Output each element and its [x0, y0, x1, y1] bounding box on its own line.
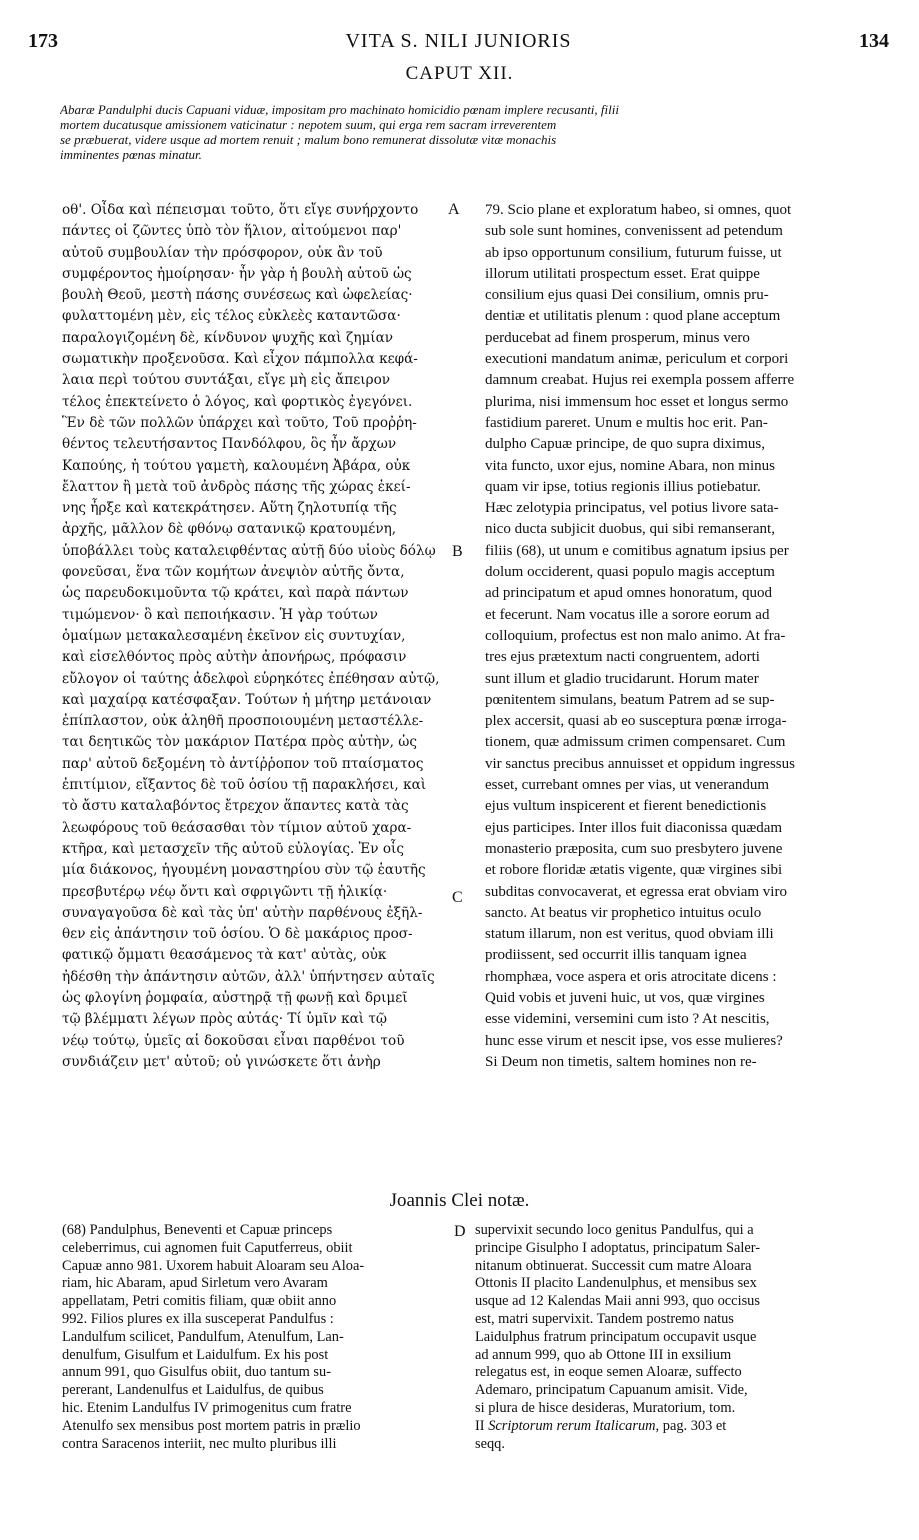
note-line: seqq. [475, 1435, 505, 1452]
greek-text-line: ὡς παρευδοκιμοῦντα τῷ κράτει, καὶ παρὰ πάντων [62, 585, 409, 602]
greek-text-line: θέντος τελευτήσαντος Πανδόλφου, ὃς ἦν ἄρχων [62, 436, 397, 453]
notes-right-column [475, 1222, 885, 1453]
latin-text-line: plurima, nisi immensum hoc esset et longus sermo [485, 393, 789, 410]
latin-text-line: consilium ejus quasi Dei consilium, omnis pru- [485, 287, 769, 304]
greek-text-line: οθ'. Οἶδα καὶ πέπεισμαι τοῦτο, ὅτι εἴγε συνήρχοντο [62, 202, 419, 218]
greek-text-line: πάντες οἱ ζῶντες ὑπὸ τὸν ἥλιον, αἰτούμενοι παρ' [62, 223, 402, 240]
latin-text-line: tionem, quæ admissum crimen compensaret. Cum [485, 734, 786, 751]
greek-text-line: ὑποβάλλει τοὺς καταλειφθέντας αὐτῇ δύο υἱοὺς δόλῳ [62, 542, 436, 559]
notes-left-column [62, 1222, 450, 1453]
greek-text-line: λαια περὶ τούτου συντάξαι, εἴγε μὴ εἰς ἄπειρον [62, 372, 391, 389]
summary-line: mortem ducatusque amissionem vaticinatur : nepotem suum, qui erga rem sacram irreverentem [60, 117, 557, 132]
note-line: (68) Pandulphus, Beneventi et Capuæ princeps [62, 1222, 333, 1238]
note-line: annum 991, quo Gisulfus obiit, duo tantum su- [62, 1364, 332, 1381]
greek-text-line: παρ' αὐτοῦ δεξομένη τὸ ἀντίῤῥοπον τοῦ πταίσματος [62, 755, 424, 772]
latin-text-line: esset, currebant omnes per vias, ut venerandum [485, 777, 770, 794]
latin-text-line: dentiæ et utilitatis plenum : quod plane acceptum [485, 308, 781, 325]
note-line: appellatam, Petri comitis filiam, quæ obiit anno [62, 1293, 337, 1310]
latin-text-line: colloquium, profectus est non malo animo. At fra- [485, 627, 786, 644]
work-title: Scriptorum rerum Italicarum [488, 1417, 656, 1434]
greek-text-line: ἀρχῆς, μᾶλλον δὲ φθόνῳ σατανικῷ κρατουμένη, [62, 521, 397, 538]
latin-text-line: quam vir ipse, totius regionis illius potiebatur. [485, 478, 761, 495]
latin-text-line: ejus participes. Inter illos fuit diaconissa quædam [485, 819, 783, 836]
margin-marker-b: B [452, 543, 463, 560]
page-number-left: 173 [28, 30, 58, 52]
chapter-summary [60, 102, 880, 162]
greek-text-line: καὶ μαχαίρᾳ κατέσφαξαν. Τούτων ἡ μήτηρ μετάνοιαν [62, 691, 432, 708]
latin-text-line: statum illarum, non est veritus, quod obviam illi [485, 926, 774, 943]
greek-text-line: Ἓν δὲ τῶν πολλῶν ὑπάρχει καὶ τοῦτο, Τοῦ προῤῥη- [62, 414, 417, 431]
greek-text-line: ἐπιτίμιον, εἴξαντος δὲ τοῦ ὁσίου τῇ παρακλήσει, καὶ [62, 777, 427, 794]
greek-text-line: ὁμαίμων μετακαλεσαμένη ἐκεῖνον εἰς συντυχίαν, [62, 627, 406, 644]
margin-marker-d: D [454, 1223, 466, 1240]
latin-text-line: rhomphæa, voce aspera et oris atrocitate dicens : [485, 968, 777, 985]
latin-text-line: fastidium pareret. Unum e multis hoc erit. Pan- [485, 414, 768, 431]
note-line: est, matri supervixit. Tandem postremo natus [475, 1310, 734, 1327]
note-line: riam, hic Abaram, apud Sirletum vero Avaram [62, 1275, 328, 1292]
latin-text-line: filiis (68), ut unum e comitibus agnatum ipsius per [485, 542, 789, 559]
latin-text-line: prodiissent, sed occurrit illis tanquam ignea [485, 947, 747, 964]
latin-text-line: pœnitentem simulans, beatum Patrem ad se sup- [485, 691, 775, 708]
latin-text-line: perducebat ad finem prosperum, minus vero [485, 329, 750, 346]
running-head [28, 30, 889, 56]
greek-text-line: συνδιάζειν μετ' αὐτοῦ; οὐ γινώσκετε ὅτι ἀνὴρ [62, 1053, 381, 1070]
greek-text-line: Καπούης, ἡ τούτου γαμετὴ, καλουμένη Ἀβάρα, οὐκ [62, 457, 411, 474]
greek-text-line: τὸ ἄστυ καταλαβόντος ἔτρεχον ἅπαντες κατὰ τὰς [62, 798, 409, 815]
greek-text-line: φυλαττομένη μὲν, εἰς τέλος εὐκλεὲς καταντῶσα· [62, 308, 401, 325]
greek-text-line: ὡς φλογίνη ῥομφαία, αὐστηρᾷ τῇ φωνῇ καὶ δριμεῖ [62, 989, 408, 1006]
note-line: supervixit secundo loco genitus Pandulfus, qui a [475, 1222, 754, 1238]
latin-text-line: nico ducta subjicit duobus, qui sibi remanserant, [485, 521, 775, 538]
greek-text-line: αὐτοῦ συμβουλίαν τὴν πρόσφορον, οὐκ ἂν τοῦ [62, 244, 383, 261]
page-number-right: 134 [859, 30, 889, 52]
latin-text-line: damnum creabat. Hujus rei exempla possem afferre [485, 372, 795, 389]
latin-text-line: illorum utilitati prospectum esset. Erat quippe [485, 265, 760, 282]
latin-text-line: 79. Scio plane et exploratum habeo, si omnes, quot [485, 202, 792, 218]
greek-text-line: συμφέροντος ἠμοίρησαν· ἦν γὰρ ἡ βουλὴ αὐτοῦ ὡς [62, 265, 412, 282]
latin-text-line: hunc esse virum et nescit ipse, vos esse mulieres? [485, 1032, 783, 1049]
latin-text-line: ad principatum et apud omnes honoratum, quod [485, 585, 773, 602]
latin-text-line: Quid vobis et juveni huic, ut vos, quæ virgines [485, 989, 765, 1006]
note-line: Ademaro, principatum Capuanum amisit. Vide, [475, 1382, 748, 1399]
greek-text-line: τῷ βλέμματι λέγων πρὸς αὐτάς· Τί ὑμῖν καὶ τῷ [62, 1011, 388, 1028]
latin-text-line: esse videmini, versemini cum isto ? At nescitis, [485, 1011, 770, 1028]
greek-text-line: ἔλαττον ἢ μετὰ τοῦ ἀνδρὸς πάσης τῆς χώρας ἐκεί- [62, 478, 411, 495]
latin-text-line: monasterio præposita, cum suo presbytero juvene [485, 840, 783, 857]
latin-text-line: sancto. At beatus vir prophetico intuitus oculo [485, 904, 762, 921]
greek-text-line: νέῳ τούτῳ, ὑμεῖς αἱ δοκοῦσαι εἶναι παρθένοι τοῦ [62, 1032, 405, 1049]
greek-text-line: μία διάκονος, ἡγουμένη μοναστηρίου σὺν τῷ ἑαυτῆς [62, 862, 426, 879]
latin-text-line: ab ipso opportunum consilium, futurum fuisse, ut [485, 244, 782, 261]
greek-text-line: σωματικὴν προξενοῦσα. Καὶ εἶχον πάμπολλα κεφά- [62, 351, 418, 368]
latin-text-line: et robore floridæ ætatis vigente, quæ virgines sibi [485, 862, 783, 879]
note-line: si plura de hisce desideras, Muratorium, tom. [475, 1399, 736, 1416]
summary-line: imminentes pœnas minatur. [60, 147, 202, 162]
note-line: Landulfum scilicet, Pandulfum, Atenulfum, Lan- [62, 1328, 344, 1345]
greek-text-line: φονεῦσαι, ἕνα τῶν κομήτων ἀνεψιὸν αὐτῆς ὄντα, [62, 564, 405, 581]
note-line: contra Saracenos interiit, nec multo pluribus illi [62, 1435, 337, 1452]
greek-text-line: ται δεητικῶς τὸν μακάριον Πατέρα πρὸς αὐτὴν, ὡς [62, 734, 418, 751]
latin-text-line: et fecerunt. Nam vocatus ille a sorore eorum ad [485, 606, 770, 623]
margin-marker-c: C [452, 889, 463, 906]
greek-text-line: θεν εἰς ἀπάντησιν τοῦ ὁσίου. Ὁ δὲ μακάριος προσ- [62, 926, 413, 943]
greek-text-line: συναγαγοῦσα δὲ καὶ τὰς ὑπ' αὐτὴν παρθένους ἐξῆλ- [62, 904, 423, 921]
note-line: nitanum obtinuerat. Successit cum matre Aloara [475, 1257, 752, 1274]
latin-text-line: sunt illum et gladio trucidarunt. Horum mater [485, 670, 759, 687]
greek-text-line: ἐπίπλαστον, οὐκ ἀληθῆ προσποιουμένη μεταστέλλε- [62, 713, 424, 730]
greek-text-line: τιμώμενον· ὃ καὶ πεποιήκασιν. Ἡ γὰρ τούτων [62, 606, 378, 623]
notes-heading: Joannis Clei notæ. [389, 1190, 530, 1211]
greek-text-line: παραλογιζομένη δὲ, κίνδυνον ψυχῆς καὶ ζημίαν [62, 329, 394, 346]
summary-line: se præbuerat, videre usque ad mortem renuit ; malum bono remunerat dissolutæ vitæ monachis [60, 132, 557, 147]
greek-text-line: πρεσβυτέρῳ νέῳ ὄντι καὶ σφριγῶντι τῇ ἡλικίᾳ· [62, 883, 388, 900]
note-line: II Scriptorum rerum Italicarum, pag. 303 et [475, 1417, 727, 1434]
note-line: ad annum 999, quo ab Ottone III in exsilium [475, 1346, 732, 1363]
latin-text-line: Hæc zelotypia principatus, vel potius livore sata- [485, 500, 779, 517]
greek-text-line: νης ἦρξε καὶ κατεκράτησεν. Αὕτη ζηλοτυπίᾳ τῆς [62, 500, 397, 517]
greek-text-line: ἠδέσθη τὴν ἀπάντησιν αὐτῶν, ἀλλ' ὑπήντησεν αὐταῖς [62, 968, 435, 985]
latin-text-line: ejus vultum inspicerent et fierent benedictionis [485, 798, 767, 815]
latin-text-line: subditas convocaverat, et egressa erat obviam viro [485, 883, 787, 900]
latin-text-line: Si Deum non timetis, saltem homines non re- [485, 1053, 757, 1070]
latin-text-line: dulpho Capuæ principe, de quo supra diximus, [485, 436, 765, 453]
greek-text-line: εὔλογον οἱ ταύτης ἀδελφοὶ εὑρηκότες ἐπέθησαν αὐτῷ, [62, 670, 440, 687]
latin-text-line: sub sole sunt homines, convenissent ad petendum [485, 223, 783, 240]
greek-text-line: λεωφόρους τοῦ θεάσασθαι τὸν τίμιον αὐτοῦ χαρα- [62, 819, 412, 836]
note-line: celeberrimus, cui agnomen fuit Caputferreus, obiit [62, 1239, 353, 1256]
note-line: principe Gisulpho I adoptatus, principatum Saler- [475, 1239, 761, 1256]
latin-text-line: tres ejus prætextum nacti congruentem, adorti [485, 649, 760, 666]
latin-text-line: vir sanctus precibus annuisset et oppidum ingressus [485, 755, 795, 772]
latin-text-line: plex accersit, quasi ab eo susceptura pœnæ irroga- [485, 713, 787, 730]
greek-text-line: κτῆρα, καὶ μετασχεῖν τῆς αὐτοῦ εὐλογίας. Ἐν οἷς [62, 840, 404, 857]
note-line: Atenulfo sex mensibus post mortem patris in prælio [62, 1417, 361, 1434]
summary-line: Abaræ Pandulphi ducis Capuani viduæ, impositam pro machinato homicidio pœnam implere recusanti, filii [60, 102, 619, 117]
note-line: hic. Etenim Landulfus IV primogenitus cum fratre [62, 1399, 352, 1416]
note-line: 992. Filios plures ex illa susceperat Pandulfus : [62, 1310, 334, 1327]
note-line: Laidulphus fratrum principatum occupavit usque [475, 1328, 757, 1345]
note-line: relegatus est, in eoque semen Aloaræ, suffecto [475, 1364, 742, 1381]
note-line: Ottonis II placito Landenulphus, et mensibus sex [475, 1275, 757, 1292]
margin-marker-a: A [448, 201, 460, 218]
note-line: usque ad 12 Kalendas Maii anni 993, quo occisus [475, 1293, 760, 1310]
latin-text-column [485, 200, 880, 1073]
greek-text-line: βουλὴ Θεοῦ, μεστὴ πάσης συνέσεως καὶ ὠφελείας· [62, 287, 413, 304]
latin-text-line: dolum occiderent, quasi populo magis acceptum [485, 564, 775, 581]
greek-text-line: φατικῷ ὄμματι θεασάμενος τὰ κατ' αὐτὰς, οὐκ [62, 947, 387, 964]
note-line: Capuæ anno 981. Uxorem habuit Aloaram seu Aloa- [62, 1257, 365, 1274]
note-line: denulfum, Gisulfum et Laidulfum. Ex his post [62, 1346, 329, 1363]
greek-text-line: καὶ εἰσελθόντος πρὸς αὐτὴν ἀπονήρως, πρόφασιν [62, 649, 407, 666]
note-line: pererant, Landenulfus et Laidulfus, de quibus [62, 1382, 324, 1399]
latin-text-line: executioni mandatum animæ, periculum et corpori [485, 351, 789, 368]
latin-text-line: vita functo, uxor ejus, nomine Abara, non minus [485, 457, 775, 474]
running-title: VITA S. NILI JUNIORIS [345, 30, 572, 52]
greek-text-line: τέλος ἐπεκτείνετο ὁ λόγος, καὶ φορτικὸς ἐγεγόνει. [62, 393, 413, 410]
chapter-heading: CAPUT XII. [405, 63, 514, 84]
greek-text-column [62, 200, 450, 1073]
